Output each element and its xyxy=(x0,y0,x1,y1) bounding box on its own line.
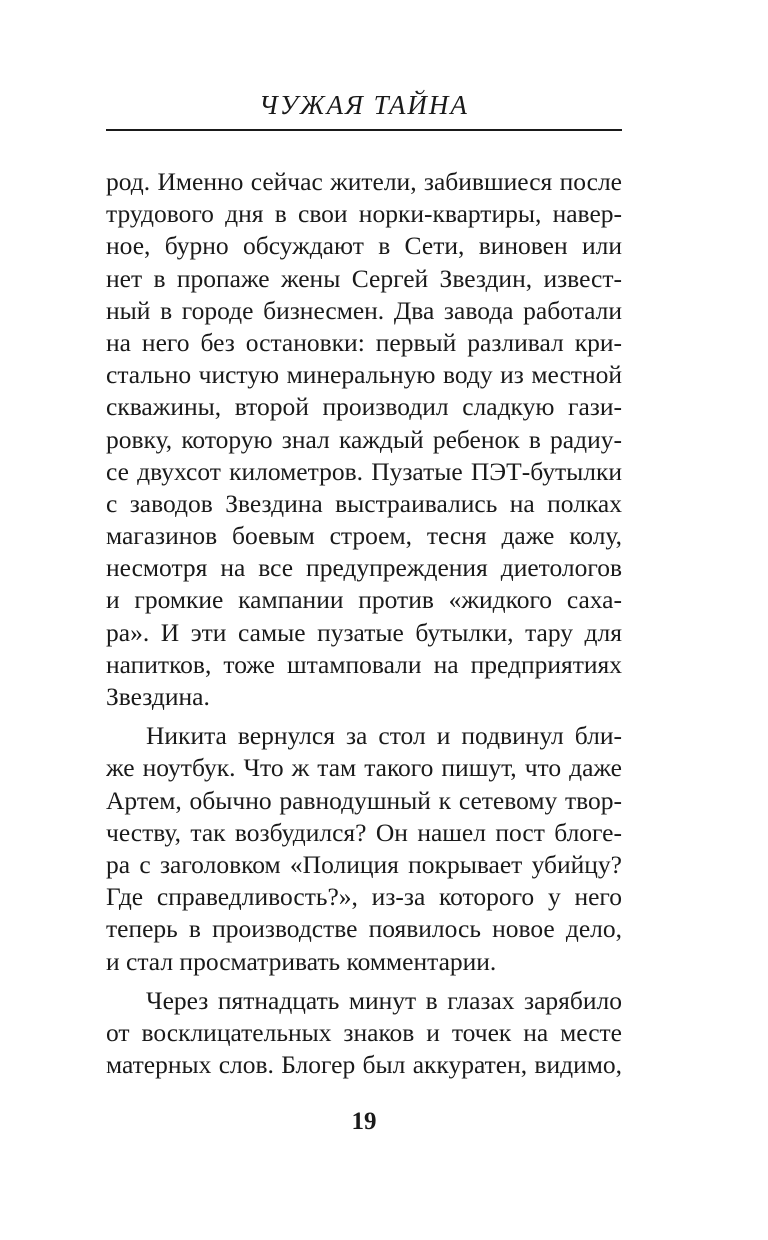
text-line: нет в пропаже жены Сергей Звездин, извест- xyxy=(106,263,622,293)
body-text xyxy=(106,166,622,1081)
text-line: се двухсот километров. Пузатые ПЭТ-бутылки xyxy=(106,456,622,486)
text-line: ра с заголовком «Полиция покрывает убийцу? xyxy=(106,849,622,879)
text-line: с заводов Звездина выстраивались на полках xyxy=(106,488,622,518)
paragraph-2 xyxy=(106,720,622,978)
text-line: честву, так возбудился? Он нашел пост блоге- xyxy=(106,817,622,847)
text-line: магазинов боевым строем, тесня даже колу, xyxy=(106,521,622,551)
text-line: и стал просматривать комментарии. xyxy=(106,946,497,976)
text-line: Где справедливость?», из-за которого у него xyxy=(106,882,622,912)
text-line: на него без остановки: первый разливал кри- xyxy=(106,327,622,357)
header-rule xyxy=(106,129,622,131)
text-line: Никита вернулся за стол и подвинул бли- xyxy=(146,721,622,751)
text-line: от восклицательных знаков и точек на месте xyxy=(106,1017,622,1047)
text-line: стально чистую минеральную воду из местной xyxy=(106,360,622,390)
text-line: трудового дня в свои норки-квартиры, навер- xyxy=(106,199,622,229)
text-line: ровку, которую знал каждый ребенок в радиу- xyxy=(106,424,622,454)
text-line: теперь в производстве появилось новое дело, xyxy=(106,914,622,944)
paragraph-1 xyxy=(106,166,622,713)
running-title: ЧУЖАЯ ТАЙНА xyxy=(259,90,469,120)
text-line: Через пятнадцать минут в глазах зарябило xyxy=(146,985,622,1015)
paragraph-gap xyxy=(106,978,622,985)
text-line: ное, бурно обсуждают в Сети, виновен или xyxy=(106,231,622,261)
text-line: ный в городе бизнесмен. Два завода работали xyxy=(106,295,622,325)
text-line: скважины, второй производил сладкую гази- xyxy=(106,392,622,422)
paragraph-gap xyxy=(106,713,622,720)
text-line: напитков, тоже штамповали на предприятиях xyxy=(106,649,622,679)
text-line: ра». И эти самые пузатые бутылки, тару для xyxy=(106,617,622,647)
text-line: Артем, обычно равнодушный к сетевому твор- xyxy=(106,785,622,815)
paragraph-3 xyxy=(106,985,622,1082)
text-line: же ноутбук. Что ж там такого пишут, что даже xyxy=(106,753,622,783)
text-line: и громкие кампании против «жидкого саха- xyxy=(106,585,622,615)
text-line: Звездина. xyxy=(106,682,210,711)
text-line: несмотря на все предупреждения диетологов xyxy=(106,553,622,583)
page-number: 19 xyxy=(351,1108,377,1135)
text-line: род. Именно сейчас жители, забившиеся после xyxy=(106,167,622,196)
text-line: матерных слов. Блогер был аккуратен, видимо, xyxy=(106,1050,622,1080)
